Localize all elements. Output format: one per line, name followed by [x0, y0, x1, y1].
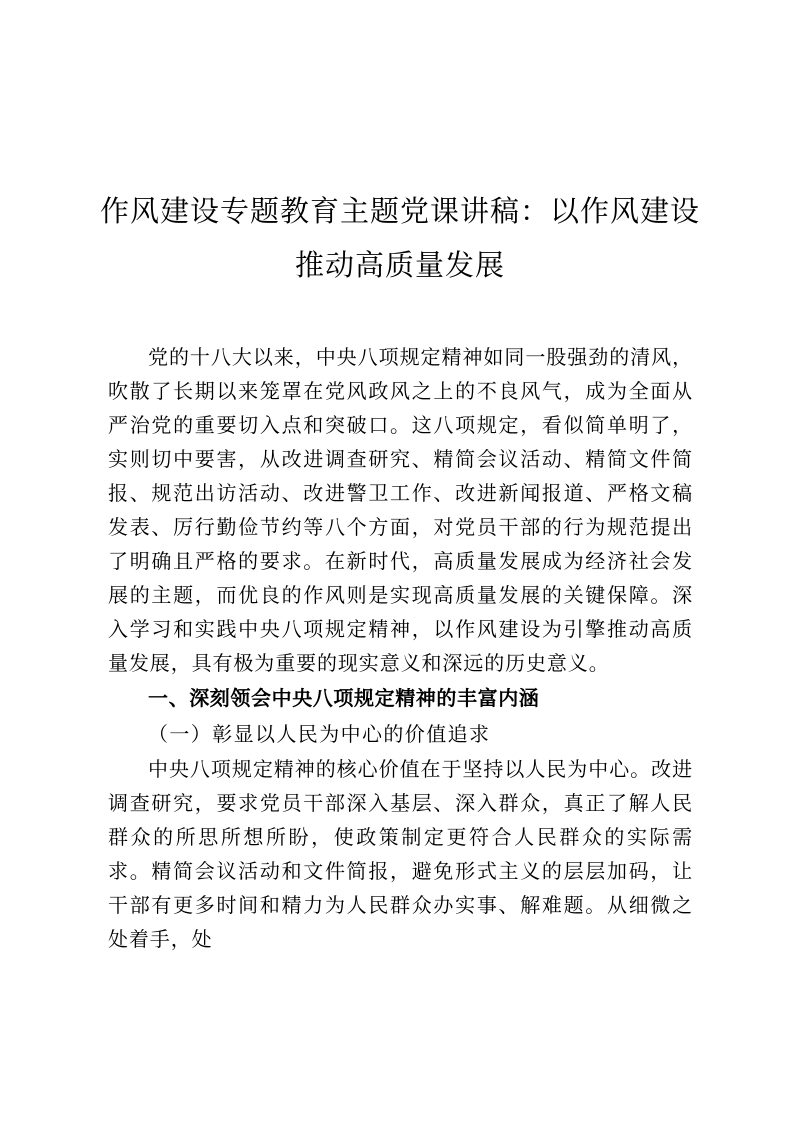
document-body [108, 340, 693, 956]
subsection-paragraph: 中央八项规定精神的核心价值在于坚持以人民为中心。改进调查研究，要求党员干部深入基层、深入群众，真正了解人民群众的所思所想所盼，使政策制定更符合人民群众的实际需求。精简会议活动和文件简报，避免形式主义的层层加码，让干部有更多时间和精力为人民群众办实事、解难题。从细微之处着手，处 [108, 757, 693, 951]
document-title [100, 184, 700, 292]
title-line-1: 作风建设专题教育主题党课讲稿：以作风建设 [100, 194, 701, 228]
intro-paragraph: 党的十八大以来，中央八项规定精神如同一股强劲的清风，吹散了长期以来笼罩在党风政风之上的不良风气，成为全面从严治党的重要切入点和突破口。这八项规定，看似简单明了，实则切中要害，从改进调查研究、精简会议活动、精简文件简报、规范出访活动、改进警卫工作、改进新闻报道、严格文稿发表、厉行勤俭节约等八个方面，对党员干部的行为规范提出了明确且严格的要求。在新时代，高质量发展成为经济社会发展的主题，而优良的作风则是实现高质量发展的关键保障。深入学习和实践中央八项规定精神，以作风建设为引擎推动高质量发展，具有极为重要的现实意义和深远的历史意义。 [108, 345, 693, 675]
subsection-heading: （一）彰显以人民为中心的价值追求 [148, 722, 491, 746]
title-line-2: 推动高质量发展 [294, 248, 505, 282]
section-heading: 一、深刻领会中央八项规定精神的丰富内涵 [148, 686, 540, 710]
